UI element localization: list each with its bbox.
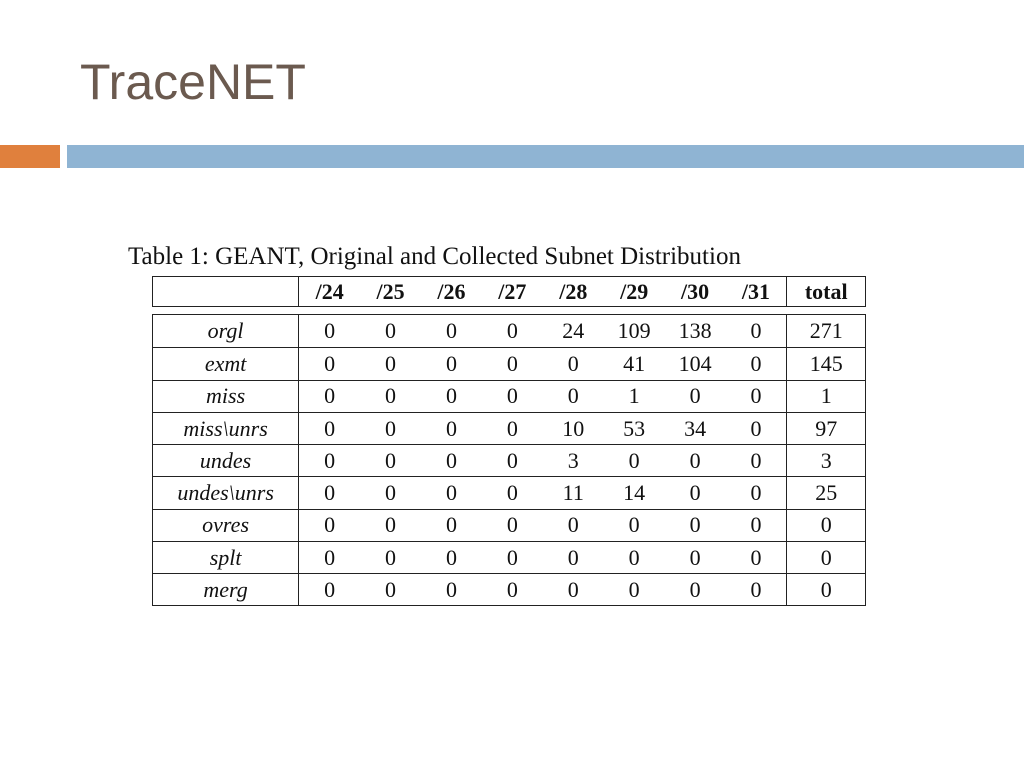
table-cell: 0: [567, 383, 579, 409]
table-cell: 0: [385, 544, 397, 570]
table-cell: 0: [689, 577, 701, 603]
table-cell: 0: [385, 512, 397, 538]
table-cell: 0: [385, 415, 397, 441]
table-cell: 0: [750, 383, 762, 409]
table-cell: 0: [385, 350, 397, 376]
column-header: /25: [376, 278, 405, 304]
table-cell: 0: [324, 544, 336, 570]
row-label: orgl: [153, 315, 299, 347]
table-cell: 0: [689, 447, 701, 473]
table-row: [153, 380, 865, 412]
table-cell: 53: [623, 415, 646, 441]
table-cell: 11: [562, 480, 584, 506]
total-cell: 25: [786, 477, 865, 508]
column-header: /31: [741, 278, 771, 304]
table-cell: 0: [445, 415, 457, 441]
table-cell: 0: [750, 512, 762, 538]
table-cell: 0: [324, 512, 336, 538]
table-row: [153, 444, 865, 476]
column-header: /27: [498, 278, 527, 304]
table-caption: Table 1: GEANT, Original and Collected Subnet Distribution: [128, 243, 741, 270]
table-cell: 0: [750, 577, 762, 603]
table-cell: 138: [678, 318, 712, 344]
table-row: [153, 412, 865, 444]
table-cell: 0: [689, 544, 701, 570]
table-cell: 0: [689, 480, 701, 506]
table-cell: 24: [562, 318, 585, 344]
accent-bar-blue: [67, 145, 1024, 168]
column-header: /30: [681, 278, 710, 304]
table-cell: 0: [445, 544, 457, 570]
total-cell: 0: [786, 510, 865, 541]
total-cell: 3: [786, 445, 865, 476]
table-cell: 0: [567, 544, 579, 570]
table-cell: 0: [689, 383, 701, 409]
table-cell: 0: [750, 544, 762, 570]
column-header-total: total: [786, 277, 865, 306]
table-cell: 0: [750, 447, 762, 473]
table-body: [152, 314, 866, 606]
table-row: [153, 509, 865, 541]
table-cell: 0: [385, 447, 397, 473]
row-label: miss\unrs: [153, 413, 299, 444]
table-cell: 0: [445, 512, 457, 538]
table-cell: 0: [324, 577, 336, 603]
column-header: /29: [620, 278, 649, 304]
table-cell: 0: [506, 415, 518, 441]
table-cell: 0: [445, 577, 457, 603]
table-cell: 0: [567, 350, 579, 376]
table-cell: 0: [385, 480, 397, 506]
table-cell: 0: [445, 350, 457, 376]
total-cell: 97: [786, 413, 865, 444]
table-cell: 10: [562, 415, 585, 441]
total-cell: 145: [786, 348, 865, 379]
table-cell: 0: [506, 318, 518, 344]
table-row: [153, 315, 865, 347]
accent-bar-orange: [0, 145, 60, 168]
table-cell: 0: [506, 480, 518, 506]
table-cell: 0: [750, 350, 762, 376]
slide-title: TraceNET: [80, 54, 306, 110]
table-cell: 0: [324, 415, 336, 441]
table-row: [153, 476, 865, 508]
table-cell: 0: [628, 544, 640, 570]
table-cell: 14: [623, 480, 646, 506]
total-cell: 271: [786, 315, 865, 347]
row-label: exmt: [153, 348, 299, 379]
table-cell: 34: [684, 415, 707, 441]
row-label: merg: [153, 574, 299, 605]
table-cell: 0: [628, 577, 640, 603]
table-cell: 0: [506, 512, 518, 538]
table-cell: 0: [567, 512, 579, 538]
table-cell: 0: [689, 512, 701, 538]
table-cell: 0: [506, 350, 518, 376]
table-cell: 109: [617, 318, 651, 344]
row-label: undes: [153, 445, 299, 476]
table-cell: 104: [678, 350, 712, 376]
table-cell: 0: [324, 350, 336, 376]
table-cell: 0: [506, 544, 518, 570]
table-cell: 0: [385, 383, 397, 409]
table-cell: 0: [445, 383, 457, 409]
row-label: miss: [153, 381, 299, 412]
table-cell: 0: [628, 512, 640, 538]
row-label: ovres: [153, 510, 299, 541]
total-cell: 0: [786, 542, 865, 573]
table-cell: 0: [385, 577, 397, 603]
table-cell: 0: [324, 480, 336, 506]
table-cell: 0: [750, 480, 762, 506]
table-row: [153, 541, 865, 573]
table-cell: 0: [506, 383, 518, 409]
table-cell: 0: [567, 577, 579, 603]
total-cell: 1: [786, 381, 865, 412]
column-header: /26: [437, 278, 466, 304]
table-cell: 1: [628, 383, 640, 409]
table-cell: 3: [567, 447, 579, 473]
table-cell: 0: [445, 480, 457, 506]
row-label: splt: [153, 542, 299, 573]
header-corner: [153, 277, 299, 306]
table-cell: 41: [623, 350, 646, 376]
table-cell: 0: [506, 577, 518, 603]
table-row: [153, 347, 865, 379]
table-cell: 0: [628, 447, 640, 473]
total-cell: 0: [786, 574, 865, 605]
column-header: /24: [315, 278, 344, 304]
table-cell: 0: [324, 383, 336, 409]
table-cell: 0: [385, 318, 397, 344]
table-row: [153, 573, 865, 605]
table-cell: 0: [750, 318, 762, 344]
table-cell: 0: [506, 447, 518, 473]
column-header: /28: [559, 278, 588, 304]
table-cell: 0: [324, 318, 336, 344]
table-header: [152, 276, 866, 307]
table-cell: 0: [445, 447, 457, 473]
table-cell: 0: [445, 318, 457, 344]
table-cell: 0: [750, 415, 762, 441]
row-label: undes\unrs: [153, 477, 299, 508]
table-cell: 0: [324, 447, 336, 473]
